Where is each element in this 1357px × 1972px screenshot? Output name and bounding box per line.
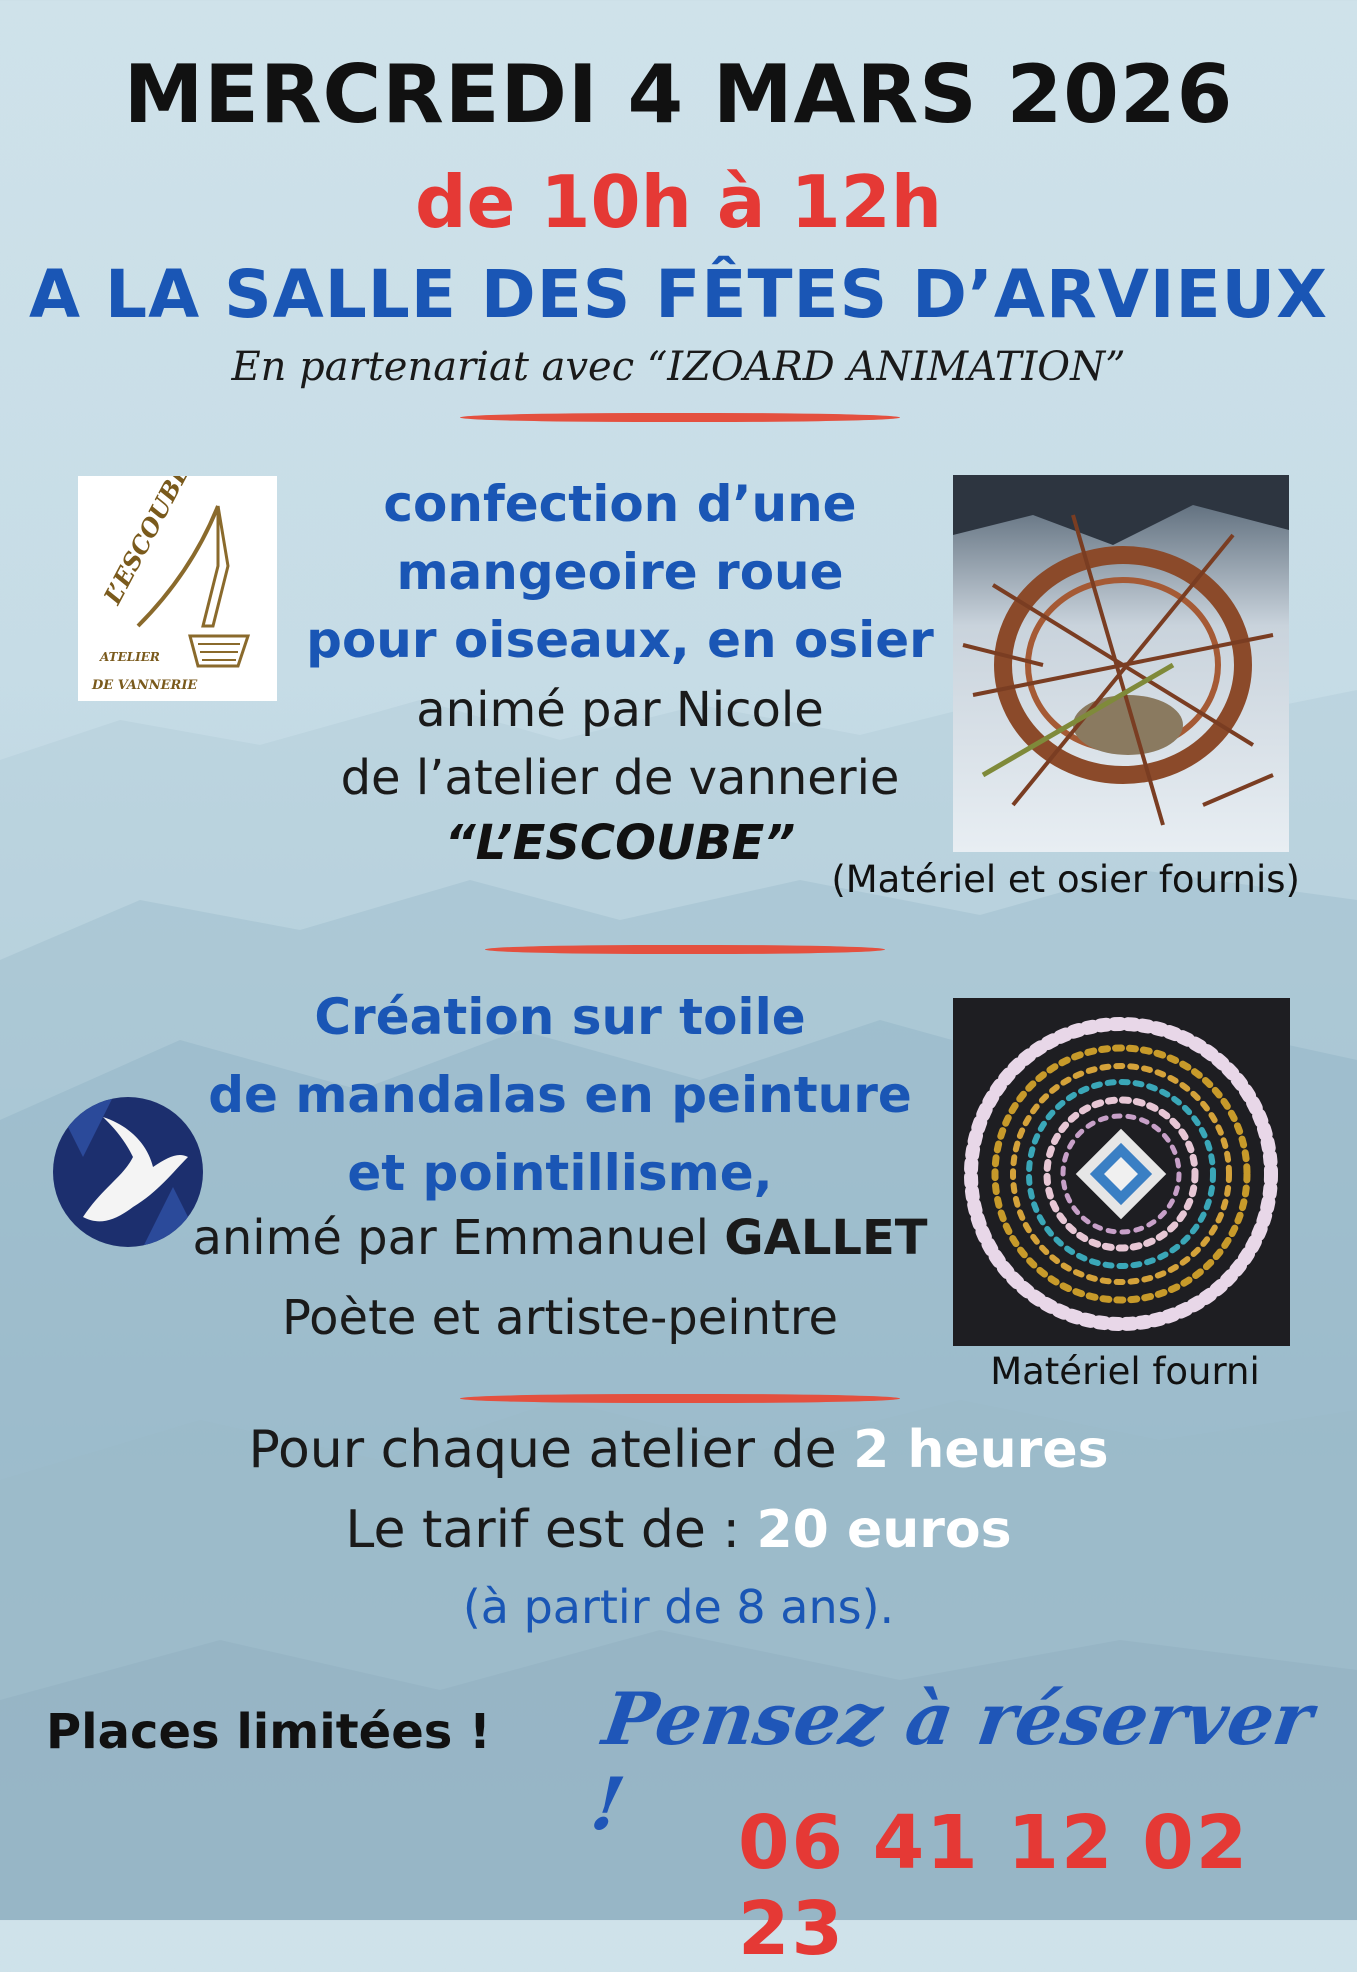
logo-name: L’ESCOUBE ! bbox=[97, 476, 205, 609]
logo-subtitle-1: ATELIER bbox=[100, 650, 160, 664]
partner-line: En partenariat avec “IZOARD ANIMATION” bbox=[231, 344, 1126, 390]
workshop1-studio: “L’ESCOUBE” bbox=[444, 815, 796, 871]
bird-feeder-photo bbox=[953, 475, 1289, 852]
workshop1-host-2: de l’atelier de vannerie bbox=[340, 750, 900, 806]
divider-stroke bbox=[460, 1394, 900, 1403]
price-duration-value: 2 heures bbox=[853, 1420, 1109, 1480]
price-rate-prefix: Le tarif est de : bbox=[345, 1500, 757, 1560]
price-rate-value: 20 euros bbox=[756, 1500, 1012, 1560]
workshop1-host-1: animé par Nicole bbox=[416, 682, 824, 738]
workshop2-note: Matériel fourni bbox=[990, 1350, 1260, 1393]
workshop2-host-name: GALLET bbox=[724, 1210, 928, 1266]
workshop1-note: (Matériel et osier fournis) bbox=[831, 858, 1300, 901]
workshop2-host-prefix: animé par Emmanuel bbox=[192, 1210, 725, 1266]
divider-stroke bbox=[460, 413, 900, 422]
workshop2-role: Poète et artiste-peintre bbox=[281, 1290, 839, 1346]
escoube-logo bbox=[78, 476, 277, 701]
age-requirement: (à partir de 8 ans). bbox=[462, 1580, 895, 1634]
event-venue: A LA SALLE DES FÊTES D’ARVIEUX bbox=[28, 256, 1329, 333]
workshop2-title-1: Création sur toile bbox=[314, 988, 806, 1046]
price-duration bbox=[0, 1420, 1357, 1480]
workshop1-title-2: mangeoire roue bbox=[396, 543, 844, 601]
logo-subtitle-2: DE VANNERIE bbox=[92, 678, 198, 693]
workshop1-title-3: pour oiseaux, en osier bbox=[306, 611, 934, 669]
reserve-callout: Pensez à réserver ! bbox=[586, 1676, 1318, 1846]
workshop1-title-1: confection d’une bbox=[383, 475, 857, 533]
event-time: de 10h à 12h bbox=[414, 160, 943, 244]
workshop2-title-2: de mandalas en peinture bbox=[208, 1066, 912, 1124]
event-date: MERCREDI 4 MARS 2026 bbox=[123, 48, 1234, 141]
phone-number[interactable]: 06 41 12 02 23 bbox=[738, 1800, 1250, 1972]
limited-places: Places limitées ! bbox=[46, 1704, 491, 1760]
divider-stroke bbox=[485, 945, 885, 954]
price-duration-prefix: Pour chaque atelier de bbox=[248, 1420, 854, 1480]
workshop2-host bbox=[160, 1210, 960, 1266]
workshop2-title-3: et pointillisme, bbox=[347, 1144, 773, 1202]
price-rate bbox=[0, 1500, 1357, 1560]
mandala-photo bbox=[953, 998, 1290, 1346]
